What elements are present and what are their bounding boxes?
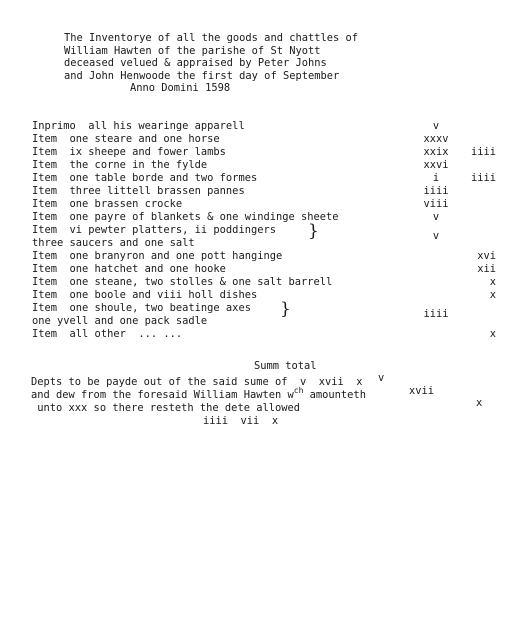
brace-mark: } [308,221,319,241]
item-description: Item all other ... ... [32,328,183,340]
item-value-shillings: xxix [423,146,449,158]
item-value-pence: iiii [470,146,496,158]
item-description: Item one hatchet and one hooke [32,263,226,275]
item-value-pence: iiii [470,172,496,184]
debts-allowed-amount: iiii vii x [203,415,279,427]
header-line-4: and John Henwoode the first day of September [64,69,340,82]
inventory-item [32,146,502,159]
inventory-item [32,250,502,263]
item-description: Item one steane, two stolles & one salt barrell [32,276,333,288]
inventory-item [32,211,502,224]
item-value-shillings: v [432,230,440,242]
item-description: Item one boole and viii holl dishes [32,289,258,301]
inventory-item [32,133,502,146]
debts-line-2 [31,386,491,402]
header-line-1: The Inventorye of all the goods and chattles of [64,32,359,44]
header-line-5: Anno Domini 1598 [130,82,231,95]
item-value-pence: xii [477,263,496,275]
item-value-shillings: v [432,120,440,132]
header-line-3: deceased velued & appraised by Peter Johns [64,57,327,70]
debts-line-2-text: and dew from the foresaid William Hawten w [31,389,294,401]
item-value-shillings: i [432,172,440,184]
header-line-2: William Hawten of the parishe of St Nyott [64,44,321,57]
inventory-item [32,328,502,341]
inventory-item [32,299,502,328]
item-value-shillings: v [432,211,440,223]
inventory-item [32,221,502,250]
item-description-continued: three saucers and one salt [32,237,195,249]
item-description: Item the corne in the fylde [32,159,208,171]
item-value-pence: xvi [477,250,496,262]
inventory-item [32,198,502,211]
inventory-header [64,32,424,95]
inventory-item [32,159,502,172]
inventory-item [32,263,502,276]
item-value-shillings: viii [423,198,449,210]
item-value-shillings: xxxv [423,133,449,145]
item-description: Item three littell brassen pannes [32,185,245,197]
inventory-list [32,120,502,341]
inventory-item [32,120,502,133]
item-description: Inprimo all his wearinge apparell [32,120,245,132]
item-description: Item vi pewter platters, ii poddingers [32,224,276,236]
item-description: Item ix sheepe and fower lambs [32,146,226,158]
item-description: Item one shoule, two beatinge axes [32,302,251,314]
item-description: Item one branyron and one pott hanginge [32,250,283,262]
inventory-item [32,289,502,302]
brace-mark: } [280,299,291,319]
inventory-item [32,185,502,198]
debts-line-1: Depts to be payde out of the said sume of v xvii x [31,376,363,388]
debts-section [31,376,491,428]
summ-total-pence: x [476,397,483,410]
item-description: Item one steare and one horse [32,133,220,145]
item-value-shillings: iiii [423,185,449,197]
item-value-pence: x [489,328,496,340]
item-value-pence: x [489,276,496,288]
item-description-continued: one yvell and one pack sadle [32,315,208,327]
item-description: Item one brassen crocke [32,198,183,210]
summ-total-shillings: xvii [409,384,435,397]
item-value-pence: x [489,289,496,301]
debts-line-2-superscript: ch [293,386,304,395]
summ-total-label: Summ total [254,359,317,372]
debts-line-3: unto xxx so there resteth the dete allowed [31,402,300,414]
inventory-item [32,172,502,185]
summ-total-pounds: v [378,372,385,385]
item-value-shillings: iiii [423,308,449,320]
item-value-shillings: xxvi [423,159,449,171]
item-description: Item one table borde and two formes [32,172,258,184]
debts-line-2-end: amounteth [303,389,366,401]
inventory-item [32,276,502,289]
item-description: Item one payre of blankets & one windinge sheete [32,211,339,223]
